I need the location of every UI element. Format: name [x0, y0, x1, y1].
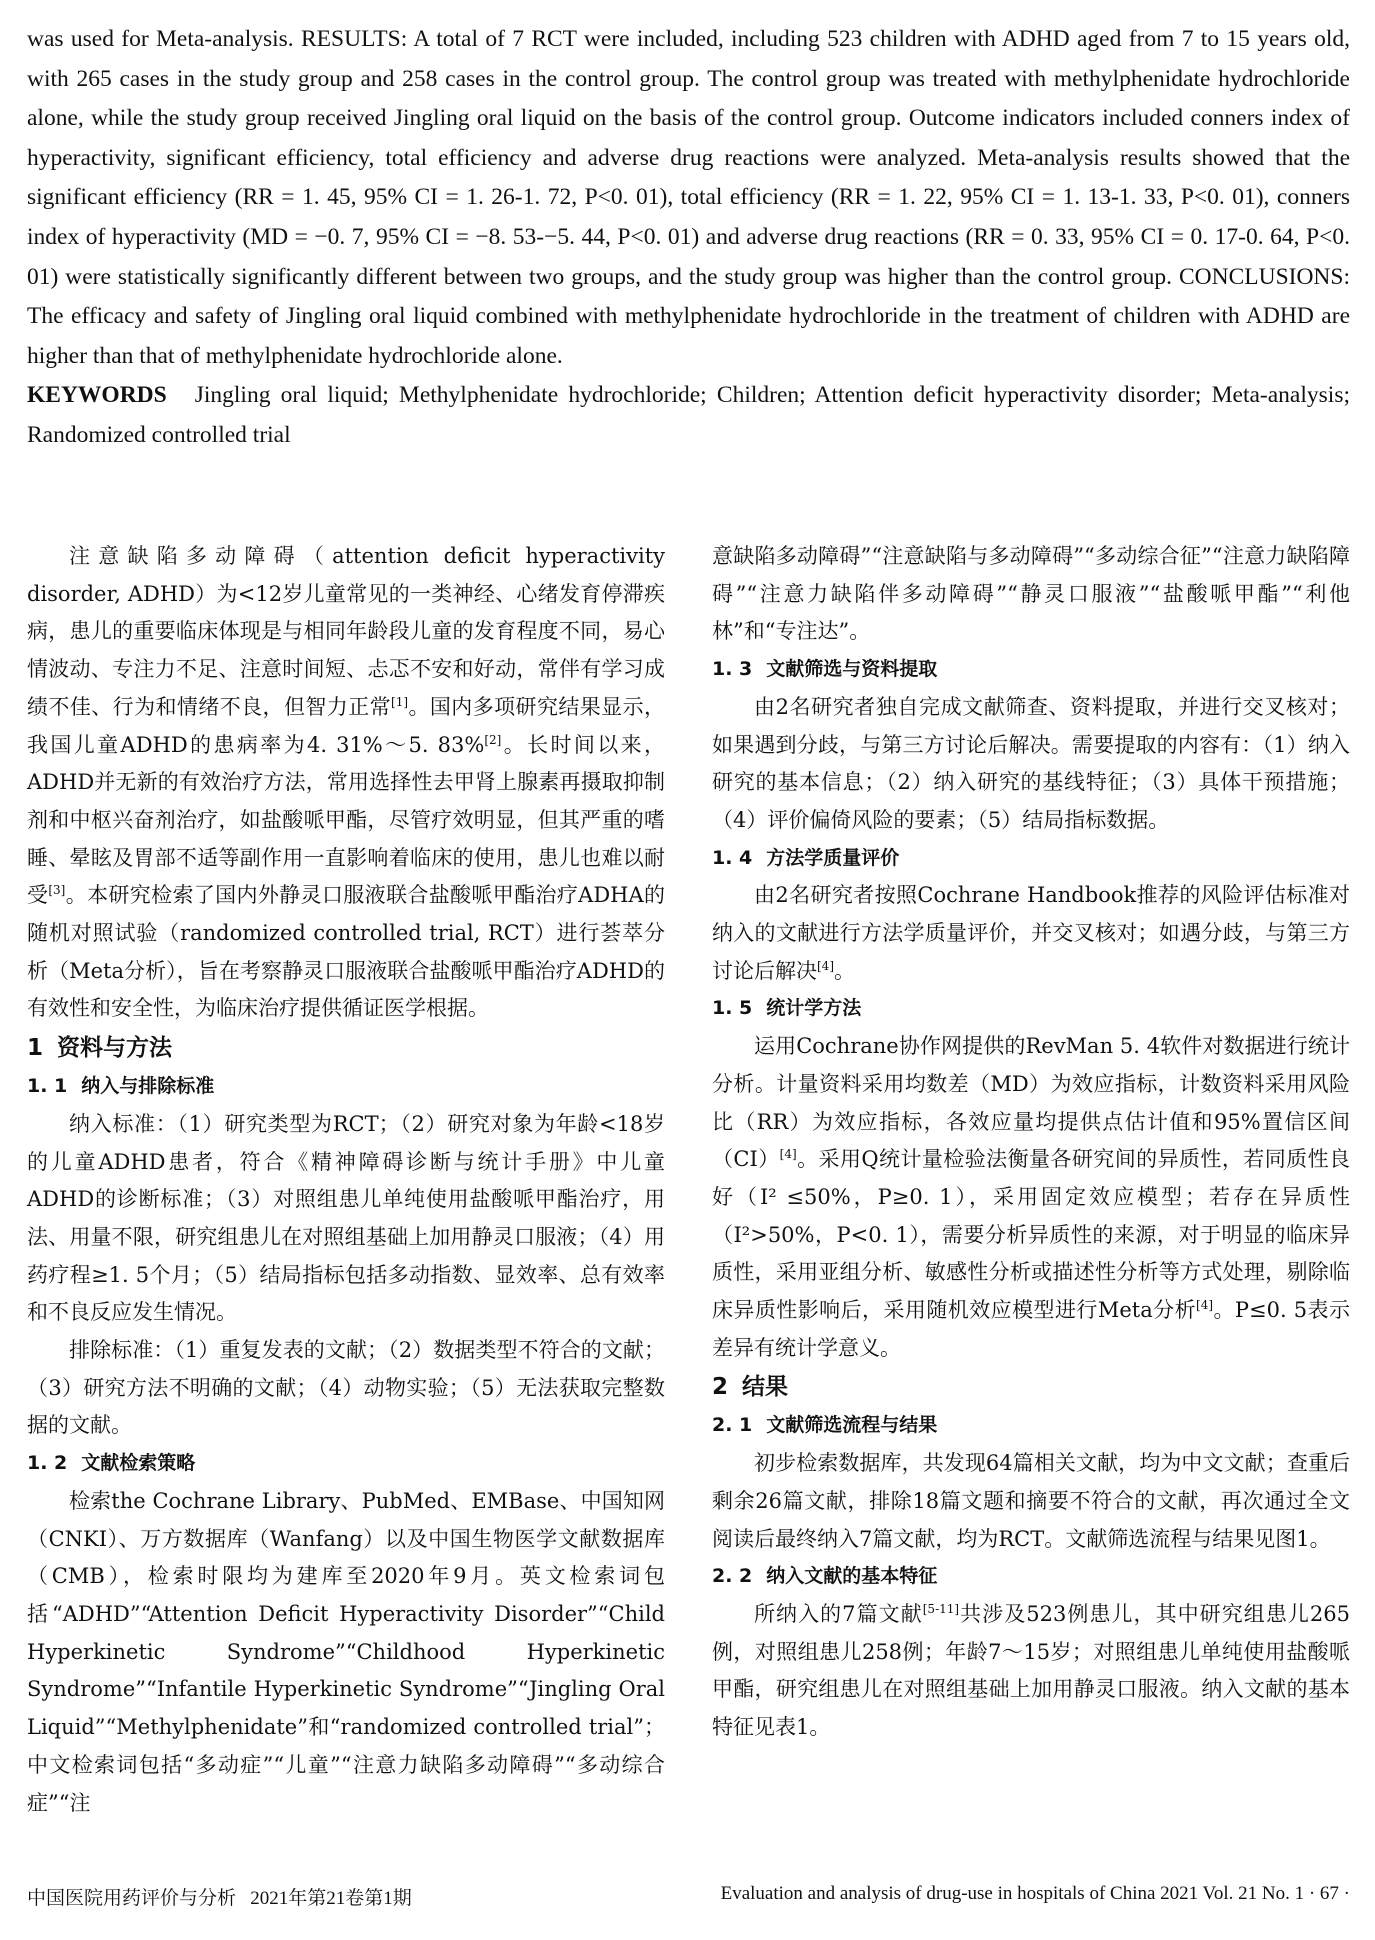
section-title: 纳入文献的基本特征 — [766, 1565, 938, 1588]
citation: [4] — [779, 1147, 797, 1162]
section-heading-1-3 — [712, 651, 1350, 689]
section-heading-1 — [27, 1028, 665, 1068]
citation: [5-11] — [922, 1601, 960, 1616]
citation: [4] — [1196, 1298, 1214, 1313]
characteristics-paragraph — [712, 1596, 1350, 1747]
section-number: 1. 1 — [27, 1075, 68, 1098]
quality-paragraph — [712, 877, 1350, 990]
section-title: 资料与方法 — [57, 1035, 173, 1062]
section-title: 方法学质量评价 — [766, 846, 900, 869]
section-title: 文献检索策略 — [81, 1452, 196, 1475]
section-number: 1. 4 — [712, 846, 753, 869]
screening-paragraph: 由2名研究者独自完成文献筛查、资料提取，并进行交叉核对；如果遇到分歧，与第三方讨论后解决。需要提取的内容有：（1）纳入研究的基本信息；（2）纳入研究的基线特征；（3）具体干预措施；（4）评价偏倚风险的要素；（5）结局指标数据。 — [712, 694, 1350, 832]
stats-paragraph — [712, 1028, 1350, 1367]
intro-text: 注意缺陷多动障碍（attention deficit hyperactivity disorder, ADHD）为<12岁儿童常见的一类神经、心绪发育停滞疾病，患儿的重要临床体现是与相同年龄段儿童的发育程度不同，易心情波动、专注力不足、注意时间短、忐忑不安和好动，常伴有学习成绩不佳、行为和情绪不良，但智力正常 — [27, 544, 665, 719]
section-heading-2-1 — [712, 1407, 1350, 1445]
section-title: 文献筛选与资料提取 — [766, 658, 938, 681]
section-number: 2. 2 — [712, 1565, 753, 1588]
quality-text: 由2名研究者按照Cochrane Handbook推荐的风险评估标准对纳入的文献进行方法学质量评价，并交叉核对；如遇分歧，与第三方讨论后解决 — [712, 883, 1350, 983]
abstract-body: was used for Meta-analysis. RESULTS: A total of 7 RCT were included, including 523 children with ADHD aged from 7 to 15 years old, with 265 cases in the study group and 258 cases in the control group. The control group was treated with methylphenidate hydrochloride alone, while the study group received Jingling oral liquid on the basis of the control group. Outcome indicators included conners index of hyperactivity, significant efficiency, total efficiency and adverse drug reactions were analyzed. Meta-analysis results showed that the significant efficiency (RR = 1. 45, 95% CI = 1. 26-1. 72, P<0. 01), total efficiency (RR = 1. 22, 95% CI = 1. 13-1. 33, P<0. 01), conners index of hyperactivity (MD = −0. 7, 95% CI = −8. 53-−5. 44, P<0. 01) and adverse drug reactions (RR = 0. 33, 95% CI = 0. 17-0. 64, P<0. 01) were statistically significantly different between two groups, and the study group was higher than the control group. CONCLUSIONS: The efficacy and safety of Jingling oral liquid combined with methylphenidate hydrochloride in the treatment of children with ADHD are higher than that of methylphenidate hydrochloride alone. — [27, 26, 1350, 369]
page-footer — [27, 1883, 1350, 1910]
exclusion-paragraph: 排除标准：（1）重复发表的文献；（2）数据类型不符合的文献；（3）研究方法不明确的文献；（4）动物实验；（5）无法获取完整数据的文献。 — [27, 1338, 665, 1438]
section-title: 结果 — [742, 1374, 789, 1401]
keywords-line — [27, 376, 1350, 455]
search-paragraph: 检索the Cochrane Library、PubMed、EMBase、中国知网（CNKI）、万方数据库（Wanfang）以及中国生物医学文献数据库（CMB），检索时限均为建库至2020年9月。英文检索词包括“ADHD”“Attention Deficit Hyperactivity Disorder”“Child Hyperkinetic Syndrome”“Childhood Hyperkinetic Syndrome”“Infantile Hyperkinetic Syndrome”“Jingling Oral Liquid”“Methylphenidate”和“randomized controlled trial”；中文检索词包括“多动症”“儿童”“注意力缺陷多动障碍”“多动综合症”“注 — [27, 1488, 665, 1815]
intro-text-c: 。长时间以来，ADHD并无新的有效治疗方法，常用选择性去甲肾上腺素再摄取抑制剂和中枢兴奋剂治疗，如盐酸哌甲酯，尽管疗效明显，但其严重的嗜睡、晕眩及胃部不适等副作用一直影响着临床的使用，患儿也难以耐受 — [27, 732, 665, 908]
section-heading-2-2 — [712, 1558, 1350, 1596]
keywords-text: Jingling oral liquid; Methylphenidate hydrochloride; Children; Attention deficit hyperactivity disorder; Meta-analysis; Randomized controlled trial — [27, 382, 1350, 448]
section-number: 1. 5 — [712, 997, 753, 1020]
stats-text-b: 。采用Q统计量检验法衡量各研究间的异质性，若同质性良好（I² ≤50%，P≥0. 1），采用固定效应模型；若存在异质性（I²>50%，P<0. 1），需要分析异质性的来源，对于明显的临床异质性，采用亚组分析、敏感性分析或描述性分析等方式处理，剔除临床异质性影响后，采用随机效应模型进行Meta分析 — [712, 1147, 1350, 1323]
flow-paragraph: 初步检索数据库，共发现64篇相关文献，均为中文文献；查重后剩余26篇文献，排除18篇文题和摘要不符合的文献，再次通过全文阅读后最终纳入7篇文献，均为RCT。文献筛选流程与结果见图1。 — [712, 1451, 1350, 1551]
intro-paragraph — [27, 538, 665, 1028]
citation: [2] — [484, 732, 502, 747]
search-paragraph-cont: 意缺陷多动障碍”“注意缺陷与多动障碍”“多动综合征”“注意力缺陷障碍”“注意力缺陷伴多动障碍”“静灵口服液”“盐酸哌甲酯”“利他林”和“专注达”。 — [712, 544, 1350, 644]
section-title: 文献筛选流程与结果 — [766, 1414, 938, 1437]
stats-text: 运用Cochrane协作网提供的RevMan 5. 4软件对数据进行统计分析。计量资料采用均数差（MD）为效应指标，计数资料采用风险比（RR）为效应指标，各效应量均提供点估计值和95%置信区间（CI） — [712, 1034, 1350, 1172]
section-heading-1-2 — [27, 1445, 665, 1483]
characteristics-text: 所纳入的7篇文献 — [754, 1601, 923, 1626]
section-heading-1-5 — [712, 990, 1350, 1028]
intro-text-d: 。本研究检索了国内外静灵口服液联合盐酸哌甲酯治疗ADHA的随机对照试验（randomized controlled trial, RCT）进行荟萃分析（Meta分析），旨在考察静灵口服液联合盐酸哌甲酯治疗ADHD的有效性和安全性，为临床治疗提供循证医学根据。 — [27, 883, 666, 1021]
section-number: 1. 2 — [27, 1452, 68, 1475]
section-number: 2 — [712, 1374, 729, 1401]
footer-journal-cn: 中国医院用药评价与分析 2021年第21卷第1期 — [27, 1888, 412, 1909]
citation: [3] — [48, 883, 66, 898]
section-title: 纳入与排除标准 — [81, 1075, 215, 1098]
section-number: 2. 1 — [712, 1414, 753, 1437]
inclusion-paragraph: 纳入标准：（1）研究类型为RCT；（2）研究对象为年龄<18岁的儿童ADHD患者，符合《精神障碍诊断与统计手册》中儿童ADHD的诊断标准；（3）对照组患儿单纯使用盐酸哌甲酯治疗，用法、用量不限，研究组患儿在对照组基础上加用静灵口服液；（4）用药疗程≥1. 5个月；（5）结局指标包括多动指数、显效率、总有效率和不良反应发生情况。 — [27, 1111, 665, 1325]
section-title: 统计学方法 — [766, 997, 862, 1020]
section-heading-1-4 — [712, 840, 1350, 878]
citation: [1] — [391, 694, 409, 709]
body-columns — [27, 538, 1350, 1822]
characteristics-text-b: 共涉及523例患儿，其中研究组患儿265例，对照组患儿258例；年龄7～15岁；对照组患儿单纯使用盐酸哌甲酯，研究组患儿在对照组基础上加用静灵口服液。纳入文献的基本特征见表1。 — [712, 1601, 1350, 1740]
keywords-label: KEYWORDS — [27, 382, 167, 409]
section-heading-2 — [712, 1367, 1350, 1407]
section-number: 1. 3 — [712, 658, 753, 681]
right-column — [712, 538, 1350, 1822]
citation: [4] — [817, 958, 834, 973]
section-heading-1-1 — [27, 1068, 665, 1106]
quality-text-end: 。 — [834, 958, 855, 983]
footer-journal-en: Evaluation and analysis of drug-use in hospitals of China 2021 Vol. 21 No. 1 · 67 · — [720, 1883, 1350, 1904]
left-column — [27, 538, 665, 1822]
english-abstract — [27, 20, 1350, 456]
stats-text-c: 。P≤0. 5表示差异有统计学意义。 — [712, 1298, 1350, 1360]
section-number: 1 — [27, 1035, 44, 1062]
intro-text-b: 。国内多项研究结果显示，我国儿童ADHD的患病率为4. 31%～5. 83% — [27, 694, 666, 757]
